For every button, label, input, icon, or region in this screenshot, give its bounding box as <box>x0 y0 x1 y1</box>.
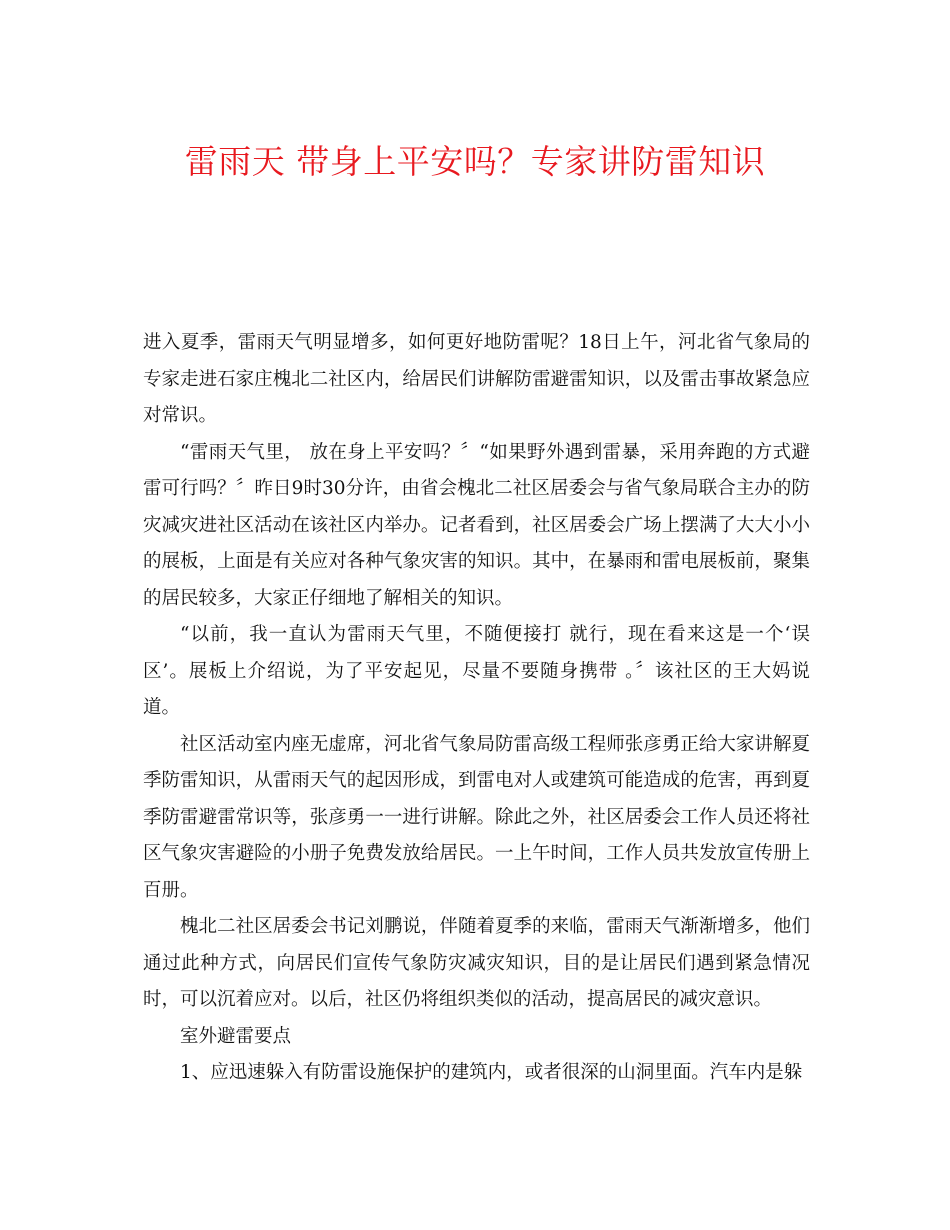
paragraph-event: “雷雨天气里， 放在身上平安吗？〞“如果野外遇到雷暴，采用奔跑的方式避雷可行吗？〞昨日9时30分许，由省会槐北二社区居委会与省气象局联合主办的防灾减灾进社区活动在该社区内举办。记者看到，社区居委会广场上摆满了大大小小的展板，上面是有关应对各种气象灾害的知识。其中，在暴雨和雷电展板前，聚集的居民较多，大家正仔细地了解相关的知识。 <box>143 441 810 609</box>
section-heading-outdoor: 室外避雷要点 <box>180 1025 292 1047</box>
document-title: 雷雨天 带身上平安吗？专家讲防雷知识 <box>184 142 766 181</box>
paragraph-quote: “以前，我一直认为雷雨天气里，不随便接打 就行，现在看来这是一个‘误区’。展板上介绍说，为了平安起见，尽量不要随身携带 。〞该社区的王大妈说道。 <box>143 624 810 718</box>
paragraph-intro: 进入夏季，雷雨天气明显增多，如何更好地防雷呢？18日上午，河北省气象局的专家走进石家庄槐北二社区内，给居民们讲解防雷避雷知识，以及雷击事故紧急应对常识。 <box>143 332 810 426</box>
list-item-1: 1、应迅速躲入有防雷设施保护的建筑内，或者很深的山洞里面。汽车内是躲 <box>180 1062 803 1083</box>
paragraph-secretary: 槐北二社区居委会书记刘鹏说，伴随着夏季的来临，雷雨天气渐渐增多，他们通过此种方式，向居民们宣传气象防灾减灾知识，目的是让居民们遇到紧急情况时，可以沉着应对。以后，社区仍将组织类似的活动，提高居民的减灾意识。 <box>143 916 810 1010</box>
paragraph-lecture: 社区活动室内座无虚席，河北省气象局防雷高级工程师张彦勇正给大家讲解夏季防雷知识，从雷雨天气的起因形成，到雷电对人或建筑可能造成的危害，再到夏季防雷避雷常识等，张彦勇一一进行讲解。除此之外，社区居委会工作人员还将社区气象灾害避险的小册子免费发放给居民。一上午时间，工作人员共发放宣传册上百册。 <box>143 733 810 901</box>
document-body <box>143 325 810 1092</box>
